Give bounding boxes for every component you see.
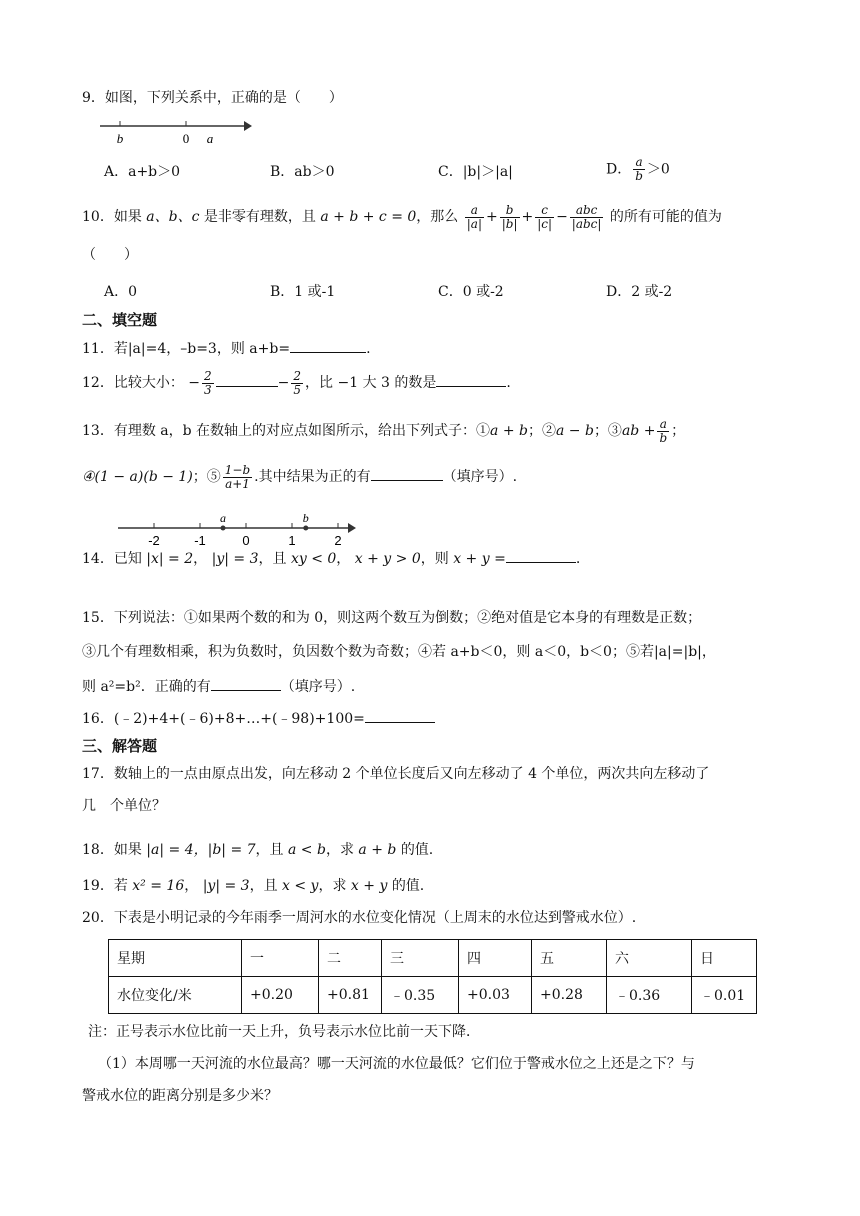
table-header-row (109, 940, 757, 977)
q10-option-d[interactable]: D．2 或-2 (606, 284, 673, 300)
point-label-a: a (220, 512, 226, 525)
q13-line1: 13．有理数 a，b 在数轴上的对应点如图所示，给出下列式子：①a + b；②a − b；③ab + $\frac{a}{b}$ ； (82, 416, 686, 445)
q9-number-line (98, 116, 254, 150)
table-cell: 五 (532, 940, 607, 977)
table-cell: +0.81 (319, 977, 382, 1014)
q11: 11．若|a|=4，–b=3，则 a+b= . (82, 338, 371, 359)
q9-axis-a: a (206, 131, 214, 146)
q9-stem: 9．如图，下列关系中，正确的是（ ） (82, 90, 343, 106)
q17-line1: 17．数轴上的一点由原点出发，向左移动 2 个单位长度后又向左移动了 4 个单位，两次共向左移动了 (82, 766, 710, 782)
q13-line2: ④(1 − a)(b − 1)；⑤ $\frac{1-b}{a+1}$ .其中结果为正的有 （填序号）. (82, 462, 518, 491)
table-cell: 一 (242, 940, 319, 977)
axis-tick-label: 0 (242, 533, 250, 548)
table-cell: ﹣0.36 (607, 977, 692, 1014)
q16: 16．(﹣2)+4+(﹣6)+8+…+(﹣98)+100= (82, 708, 435, 729)
point-b (303, 526, 308, 531)
axis-tick-label: 2 (334, 533, 342, 548)
q9-option-d-fraction: $\frac{a}{b}$ (635, 155, 643, 183)
table-cell: 二 (319, 940, 382, 977)
q12-answer-blank[interactable] (436, 372, 506, 387)
q10-option-b[interactable]: B．1 或-1 (270, 284, 336, 300)
q12: 12．比较大小： − $\frac{2}{3}$ − $\frac{2}{5}$ ，比 −1 大 3 的数是 . (82, 368, 511, 397)
q20-sub1-line1: （1）本周哪一天河流的水位最高？哪一天河流的水位最低？它们位于警戒水位之上还是之下？与 (98, 1056, 695, 1072)
table-cell: 六 (607, 940, 692, 977)
table-cell: +0.28 (532, 977, 607, 1014)
table-cell: 四 (459, 940, 532, 977)
q15-answer-blank[interactable] (211, 676, 281, 691)
section-answer-heading: 三、解答题 (82, 737, 158, 755)
point-a (221, 526, 226, 531)
q15-line3: 则 a²=b²．正确的有 （填序号）. (82, 676, 355, 697)
q13-number-line (116, 512, 360, 548)
axis-tick-label: -1 (194, 533, 206, 548)
q15-line1: 15．下列说法：①如果两个数的和为 0，则这两个数互为倒数；②绝对值是它本身的有理数是正数； (82, 610, 702, 626)
q10-option-c[interactable]: C．0 或-2 (438, 284, 504, 300)
axis-tick-label: -2 (148, 533, 160, 548)
q9-option-c[interactable]: C．|b|＞|a| (438, 164, 513, 180)
q11-answer-blank[interactable] (290, 338, 366, 353)
axis-tick-label: 1 (288, 533, 296, 548)
q15-line2: ③几个有理数相乘，积为负数时，负因数个数为奇数；④若 a+b＜0，则 a＜0，b＜0；⑤若|a|=|b|， (82, 644, 716, 660)
q9-option-b[interactable]: B．ab＞0 (270, 164, 335, 180)
q20-sub1-line2: 警戒水位的距离分别是多少米？ (82, 1088, 278, 1104)
q10-option-a[interactable]: A．0 (104, 284, 138, 300)
table-cell: +0.20 (242, 977, 319, 1014)
q18: 18．如果 |a| = 4，|b| = 7，且 a < b，求 a + b 的值. (82, 842, 434, 858)
q9-axis-b: b (116, 131, 124, 146)
q9-axis-0: 0 (182, 131, 190, 146)
q19: 19．若 x² = 16， |y| = 3，且 x < y，求 x + y 的值. (82, 878, 425, 894)
q17-line2: 几 个单位？ (82, 798, 166, 814)
point-label-b: b (302, 512, 309, 525)
water-level-table (108, 939, 757, 1014)
table-cell: +0.03 (459, 977, 532, 1014)
q20-note: 注：正号表示水位比前一天上升，负号表示水位比前一天下降． (88, 1024, 480, 1040)
q10-stem: 10．如果 a、b、c 是非零有理数，且 a + b + c = 0，那么 $\frac{a}{|a|}$ + $\frac{b}{|b|}$ + $\frac{c}{|c|}$ − $\frac{\text{abc}}{\text{|abc|}}$ 的所有可能的值为 (82, 202, 722, 231)
q20-stem: 20．下表是小明记录的今年雨季一周河水的水位变化情况（上周末的水位达到警戒水位）. (82, 910, 637, 926)
q10-paren: （ ） (82, 247, 138, 263)
table-cell: 三 (382, 940, 459, 977)
q14: 14．已知 |x| = 2， |y| = 3，且 xy < 0， x + y > 0，则 x + y = . (82, 546, 580, 572)
table-cell: 日 (692, 940, 757, 977)
q9-option-d[interactable]: D． $\frac{a}{b}$ ＞0 (606, 155, 670, 183)
q16-answer-blank[interactable] (365, 708, 435, 723)
table-row (109, 977, 757, 1014)
q13-answer-blank[interactable] (371, 466, 443, 481)
section-fill-in-heading: 二、填空题 (82, 311, 158, 329)
q9-option-a[interactable]: A．a+b＞0 (104, 164, 181, 180)
table-cell: ﹣0.35 (382, 977, 459, 1014)
q14-answer-blank[interactable] (506, 548, 576, 563)
q12-compare-blank[interactable] (216, 372, 278, 387)
table-cell: 水位变化/米 (109, 977, 242, 1014)
table-cell: 星期 (109, 940, 242, 977)
table-cell: ﹣0.01 (692, 977, 757, 1014)
